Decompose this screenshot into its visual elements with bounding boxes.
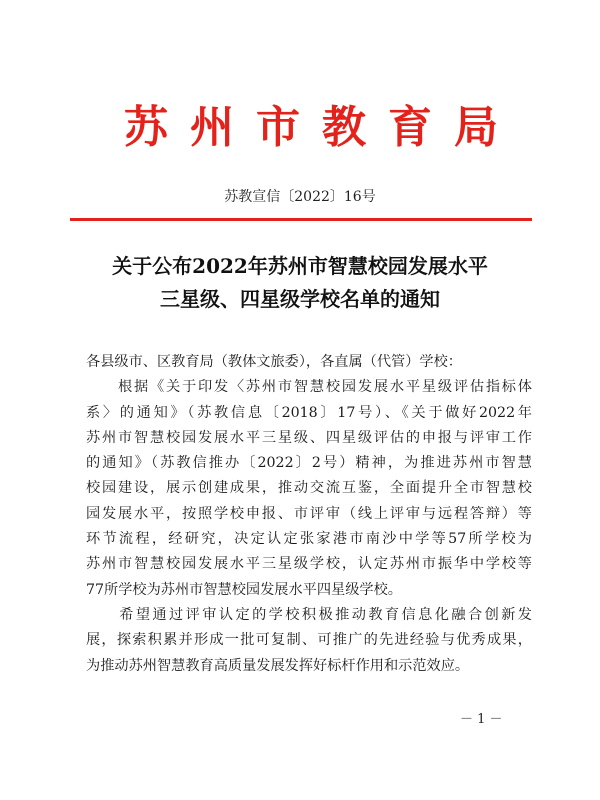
paragraph-2 [86,603,532,679]
notice-body [86,350,532,679]
red-divider-line [70,218,532,221]
masthead-title: 苏州市教育局 [124,102,520,153]
paragraph-1-line: 77所学校为苏州市智慧校园发展水平四星级学校。 [86,581,402,598]
page-number: － 1 － [460,712,503,727]
paragraph-2-line: 希望通过评审认定的学校积极推动教育信息化融合创新发 [86,606,532,623]
notice-title-line-1: 关于公布2022年苏州市智慧校园发展水平 [112,254,488,278]
paragraph-1-line: 校园建设，展示创建成果，推动交流互鉴，全面提升全市智慧校 [86,480,532,497]
paragraph-1-line: 的通知》（苏教信推办〔2022〕2号）精神，为推进苏州市智慧 [86,455,532,472]
paragraph-1-line: 园发展水平，按照学校申报、市评审（线上评审与远程答辩）等 [86,505,532,522]
paragraph-2-line: 展，探索积累并形成一批可复制、可推广的先进经验与优秀成果， [86,632,532,649]
paragraph-2-line: 为推动苏州智慧教育高质量发展发挥好标杆作用和示范效应。 [86,657,470,674]
notice-title-line-2: 三星级、四星级学校名单的通知 [160,287,440,311]
salutation: 各县级市、区教育局（教体文旅委），各直属（代管）学校： [86,354,462,370]
notice-title [60,250,540,316]
paragraph-1-line: 系〉的通知》（苏教信息〔2018〕17号）、《关于做好2022年 [86,404,532,421]
paragraph-1 [86,375,532,603]
document-number: 苏教宣信〔2022〕16号 [224,189,376,205]
paragraph-1-line: 环节流程，经研究，决定认定张家港市南沙中学等57所学校为 [86,531,532,548]
paragraph-1-line: 苏州市智慧校园发展水平三星级、四星级评估的申报与评审工作 [86,429,532,446]
paragraph-1-line: 苏州市智慧校园发展水平三星级学校，认定苏州市振华中学校等 [86,556,532,573]
paragraph-1-line: 根据《关于印发〈苏州市智慧校园发展水平星级评估指标体 [86,379,532,396]
